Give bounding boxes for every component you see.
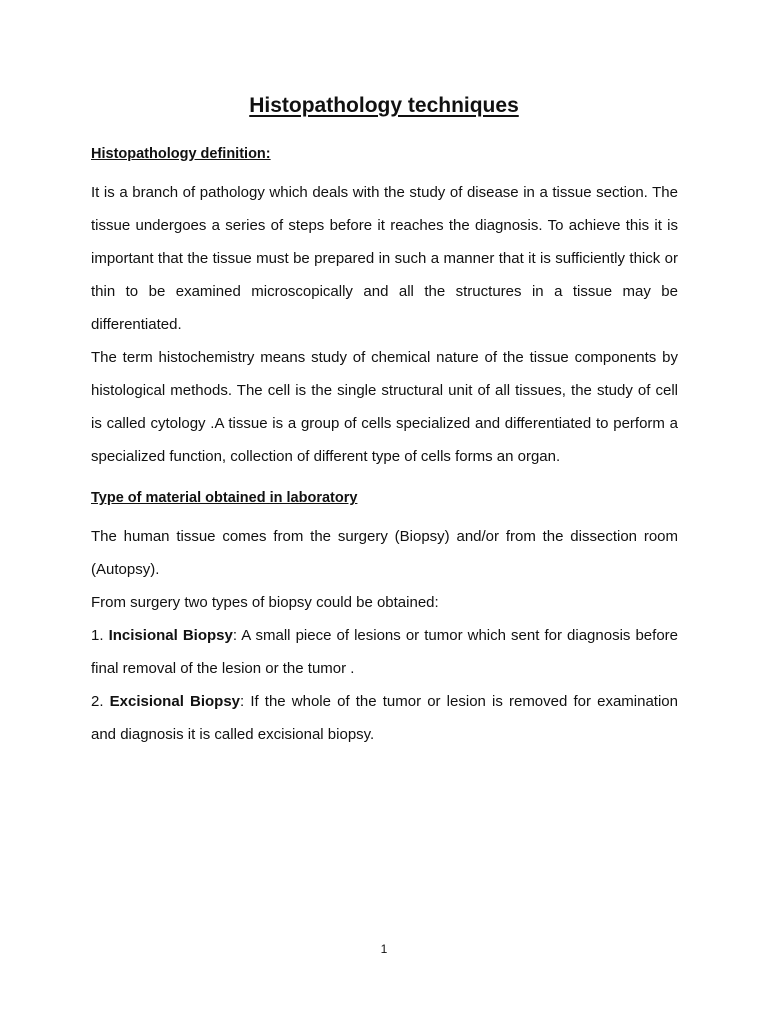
list-item-number: 2. (91, 693, 104, 710)
definition-paragraph-2: The term histochemistry means study of chemical nature of the tissue components by histological methods. The cell is the single structural unit of all tissues, the study of cell is called cytology .A tissue is a group of cells specialized and differentiated to perform a specialized function, collection of different type of cells forms an organ. (91, 349, 678, 465)
page-title: Histopathology techniques (249, 94, 519, 117)
section-heading-definition: Histopathology definition: (91, 146, 271, 162)
list-item-term: Excisional Biopsy (109, 693, 241, 710)
list-item-text: : A small piece of lesions or tumor which sent for diagnosis before final removal of the lesion or the tumor . (91, 627, 678, 677)
material-paragraph-2: From surgery two types of biopsy could be obtained: (91, 594, 439, 611)
list-item-incisional-biopsy (91, 619, 678, 685)
list-item-text: : If the whole of the tumor or lesion is removed for examination and diagnosis it is called excisional biopsy. (91, 693, 678, 743)
document-body (91, 143, 678, 751)
page-number: 1 (380, 942, 388, 956)
list-item-term: Incisional Biopsy (108, 627, 233, 644)
list-item-number: 1. (91, 627, 104, 644)
list-item-excisional-biopsy (91, 685, 678, 751)
material-paragraph-1: The human tissue comes from the surgery (Biopsy) and/or from the dissection room (Autopsy). (91, 528, 678, 578)
section-heading-material: Type of material obtained in laboratory (91, 490, 358, 506)
definition-paragraph-1: It is a branch of pathology which deals with the study of disease in a tissue section. The tissue undergoes a series of steps before it reaches the diagnosis. To achieve this it is important that the tissue must be prepared in such a manner that it is sufficiently thick or thin to be examined microscopically and all the structures in a tissue may be differentiated. (91, 184, 678, 333)
